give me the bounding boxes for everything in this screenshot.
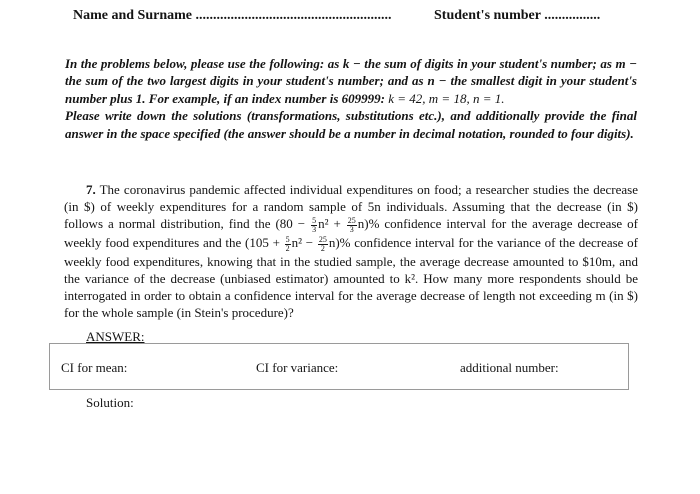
problem-7: 7. The coronavirus pandemic affected individual expenditures on food; a researcher studies the decrease (in $) of weekly expenditures for a random sample of 5n individuals. Assuming that the decrease (in $) follows a normal distribution, find the (80 − $\frac{5}{3}$ n² + $\frac{25}{3}$ n)% confidence interval for the average decrease of weekly food expenditures and the (105 + $\frac{5}{2}$ n² − $\frac{25}{2}$ n)% confidence interval for the variance of the decrease of weekly food expenditures, knowing that in the studied sample, the average decrease amounted to $10m, and the variance of the decrease (unbiased estimator) amounted to k². How many more respondents should be interrogated in order to obtain a confidence interval for the average decrease of length not exceeding m (in $) for the whole sample (in Stein's procedure)? <box>64 182 638 321</box>
instructions-text: In the problems below, please use the following: as k − the sum of digits in your student's number; as m − the sum of the two largest digits in your student's number; and as n − the smallest digit in your student's number plus 1. For example, if an index number is 609999: k = 42, m = 18, n = 1. Please write down the solutions (transformations, substitutions etc.), and additionally provide the final answer in the space specified (the answer should be a number in decimal notation, rounded to four digits). <box>65 56 637 141</box>
problem-number: 7. <box>86 182 96 197</box>
ci-variance-field[interactable]: CI for variance: <box>256 360 339 375</box>
fraction: $\frac{25}{3}$ <box>347 216 356 234</box>
name-surname-field: Name and Surname ........................................................ <box>73 8 392 23</box>
solution-label: Solution: <box>86 395 134 410</box>
ci-mean-field[interactable]: CI for mean: <box>61 360 128 375</box>
fraction: $\frac{5}{3}$ <box>312 216 317 234</box>
instructions-submission: Please write down the solutions (transformations, substitutions etc.), and additionally provide the final answer in the space specified (the answer should be a number in decimal notation, rounded to four digits). <box>65 108 637 141</box>
answer-box[interactable] <box>49 343 629 390</box>
example-values: k = 42, m = 18, n = 1. <box>388 90 505 106</box>
student-number-field: Student's number ................ <box>434 8 601 23</box>
fraction: $\frac{5}{2}$ <box>285 234 290 253</box>
additional-number-field[interactable]: additional number: <box>460 360 559 375</box>
fraction: $\frac{25}{2}$ <box>318 234 327 253</box>
instructions <box>65 55 637 142</box>
answer-label: ANSWER: <box>86 329 145 344</box>
header-line <box>70 6 630 28</box>
